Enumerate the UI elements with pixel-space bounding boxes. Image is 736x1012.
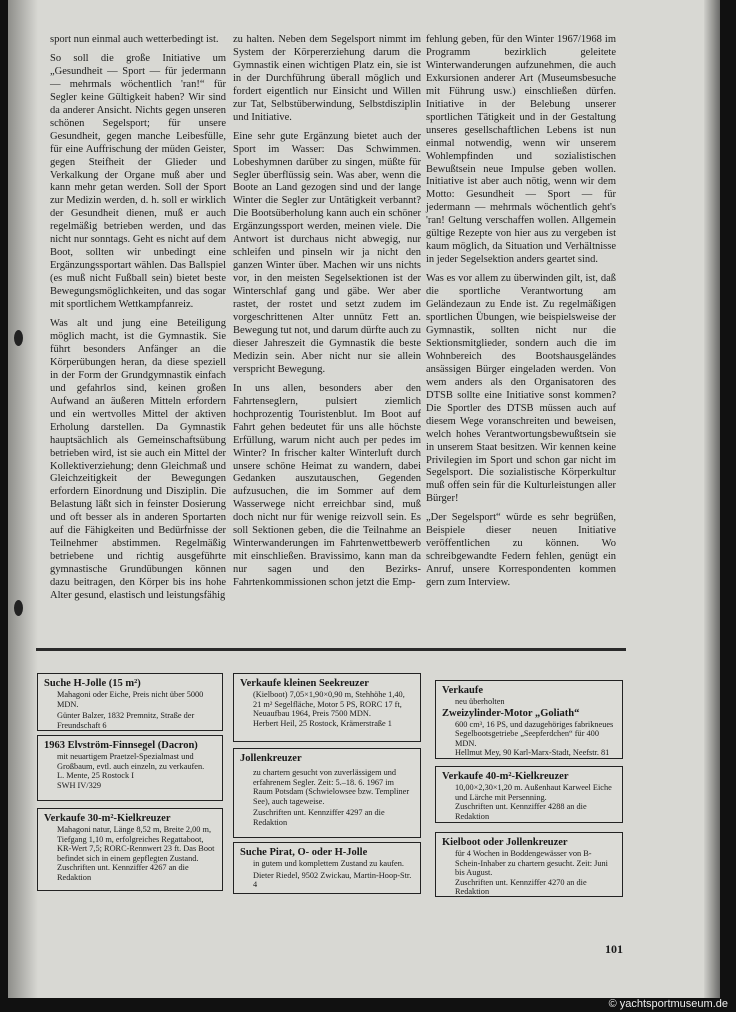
ad-contact: Hellmut Mey, 90 Karl-Marx-Stadt, Neefstr. 81 bbox=[455, 748, 610, 758]
classified-ad bbox=[435, 766, 623, 823]
ad-contact: Zuschriften unt. Kennziffer 4297 an die Redaktion bbox=[253, 808, 385, 827]
ad-body: Mahagoni oder Eiche, Preis nicht über 5000 MDN. bbox=[57, 690, 204, 709]
ad-body: Mahagoni natur, Länge 8,52 m, Breite 2,00 m, Tiefgang 1,10 m, erfolgreiches Regattaboot, KR-Wert 7,5; RORC-Rennwert 23 ft. Das Boot befindet sich in einem gepflegten Zustand. bbox=[57, 825, 215, 863]
paragraph: Was alt und jung eine Beteiligung möglich macht, ist die Gymnastik. Sie führt besonders Anfänger an die Körperübungen heran, da diese speziell in der Form der Grundgymnastik einfach und gefahrlos sind, keinen großen Aufwand an äußeren Mitteln erfordern und ein wertvolles Mittel der aktiven Erholung darstellen. Da Gymnastik hauptsächlich als Gemeinschaftsübung betrieben wird, ist sie auch ein Mittel der Kollektiverziehung; denn Gleichmaß und Gleichzeitigkeit der Bewegungen erfordern Einordnung und Disziplin. Die Belastung läßt sich in feinster Dosierung und oft besser als in anderen Sportarten auf die Fähigkeiten und Bedürfnisse der Teilnehmer abstimmen. Regelmäßig betriebene und richtig ausgeführte gymnastische Grundübungen können dazu beitragen, den Körper bis ins hohe Alter gesund, elastisch und leistungsfähig bbox=[50, 318, 226, 602]
ad-contact: Günter Balzer, 1832 Premnitz, Straße der Freundschaft 6 bbox=[57, 711, 195, 730]
section-divider bbox=[36, 648, 626, 651]
ad-contact: Zuschriften unt. Kennziffer 4270 an die Redaktion bbox=[455, 877, 587, 897]
magazine-page bbox=[8, 0, 720, 998]
paragraph: Eine sehr gute Ergänzung bietet auch der Sport im Wasser: Das Schwimmen. Lobeshymnen darüber zu singen, müßte für Segler überflüssig sein. Was aber, wenn die Boote an Land gezogen sind und der lange Winter die Segler zur Untätigkeit verbannt? Die Bootsüberholung kann auch ein schöner Ergänzungssport werden, meinen viele. Die Antwort ist durchaus nicht abwegig, nur schleifen und pinseln wir ja nicht den ganzen Winter über. Machen wir uns nichts vor, in den meisten Segelsektionen ist der Winterschlaf gang und gäbe. Wer aber rastet, der rostet und setzt zudem im vorgeschrittenen Alter unnütz Fett an. Bewegung tut not, und darum dürfte auch zu dieser Jahreszeit die Gymnastik die beste Medizin sein. Aber nicht nur sie allein verspricht Bewegung. bbox=[233, 130, 421, 375]
punch-hole-icon bbox=[14, 600, 23, 616]
ad-body: 10,00×2,30×1,20 m. Außenhaut Karweel Eiche und Lärche mit Persenning. bbox=[455, 783, 612, 802]
classified-ad bbox=[37, 808, 223, 891]
ad-title: Kielboot oder Jollenkreuzer bbox=[442, 837, 568, 848]
classified-ad bbox=[37, 673, 223, 731]
ad-body: (Kielboot) 7,05×1,90×0,90 m, Stehhöhe 1,40, 21 m² Segelfläche, Motor 5 PS, RORC 17 ft, Neuaufbau 1964, Preis 7500 MDN. bbox=[253, 690, 405, 719]
article-column-3 bbox=[426, 34, 616, 596]
ad-pre: neu überholten bbox=[455, 697, 505, 706]
watermark: © yachtsportmuseum.de bbox=[608, 998, 728, 1010]
ad-code: SWH IV/329 bbox=[57, 780, 102, 790]
ad-body: 600 cm³, 16 PS, und dazugehöriges fabrikneues Segelbootsgetriebe „Seepferdchen“ für 400 MDN. bbox=[455, 719, 614, 748]
paragraph: fehlung geben, für den Winter 1967/1968 im Programm bezirklich geleitete Winterwanderungen aufzunehmen, die auch Exkursionen anderer Art (Museumsbesuche mit Führung usw.) einschließen dürfen. Initiative in der Belebung unserer sportlichen Tätigkeit und in der Gestaltung unseres gesellschaftlichen Lebens ist nun einmal notwendig, wenn wir unserem Wohlempfinden und sozialistischen Bewußtsein neue Impulse geben wollen. Initiative ist aber auch nötig, wenn wir dem Motto: Gesundheit — Sport — für jedermann — mehrmals wöchentlich geht's 'ran! Geltung verschaffen wollen. Allgemein gültige Rezepte von hier aus zu vergeben ist kaum möglich, da Situation und Verhältnisse in jeder Segelsektion anders geartet sind. bbox=[426, 34, 616, 266]
ad-title: Verkaufe 30-m²-Kielkreuzer bbox=[44, 813, 171, 824]
ad-title: Verkaufe bbox=[442, 685, 484, 696]
classified-ad bbox=[233, 842, 421, 894]
ad-contact: Dieter Riedel, 9502 Zwickau, Martin-Hoop-Str. 4 bbox=[253, 870, 412, 890]
page-number: 101 bbox=[605, 942, 623, 956]
ad-subtitle: Zweizylinder-Motor „Goliath“ bbox=[442, 707, 580, 719]
classified-ad bbox=[435, 832, 623, 897]
ad-body: zu chartern gesucht von zuverlässigem und erfahrenem Segler. Zeit: 5.–18. 6. 1967 im Raum Potsdam (Schwielowsee bzw. Templiner See), auch tageweise. bbox=[253, 768, 410, 806]
ad-contact: Zuschriften unt. Kennziffer 4288 an die Redaktion bbox=[455, 802, 587, 821]
ad-title: Verkaufe 40-m²-Kielkreuzer bbox=[442, 771, 569, 782]
ad-body: mit neuartigem Praetzel-Spezialmast und Großbaum, evtl. auch einzeln, zu verkaufen. bbox=[57, 752, 205, 771]
classified-ad bbox=[233, 673, 421, 742]
classified-ad bbox=[37, 735, 223, 801]
paragraph: In uns allen, besonders aber den Fahrtenseglern, pulsiert ziemlich hochprozentig Touristenblut. Im Boot auf Fahrt gehen bedeutet für uns alle höchste Erfüllung, warum nicht auch per pedes im Winter? In frischer kalter Winterluft durch unsere schöne Heimat zu wandern, dabei Gedanken auszutauschen, Gegenden aufzusuchen, die im Sommer auf dem Wasserwege nicht erreichbar sind, muß doch nicht nur für wenige reizvoll sein. Es soll Sektionen geben, die die Teilnahme an Winterwanderungen im Fahrtenwettbewerb mit einschließen. Bravissimo, kann man da nur sagen und den Bezirks-Fahrtenkommissionen schon jetzt die Emp- bbox=[233, 382, 421, 589]
classified-ad bbox=[435, 680, 623, 759]
page-binding-shadow bbox=[8, 0, 38, 998]
page-edge-shadow bbox=[704, 0, 720, 998]
ad-title: Suche H-Jolle (15 m²) bbox=[44, 678, 141, 689]
ad-contact: L. Mente, 25 Rostock I bbox=[57, 771, 134, 781]
article-column-1 bbox=[50, 34, 226, 609]
ad-contact: Herbert Heil, 25 Rostock, Krämerstraße 1 bbox=[253, 718, 392, 728]
ad-contact: Zuschriften unt. Kennziffer 4267 an die Redaktion bbox=[57, 863, 189, 882]
ad-body: für 4 Wochen in Boddengewässer von B-Schein-Inhaber zu chartern gesucht. Zeit: Juni bis August. bbox=[455, 849, 608, 878]
ad-title: Verkaufe kleinen Seekreuzer bbox=[240, 678, 369, 689]
ad-title: Jollenkreuzer bbox=[240, 753, 302, 764]
paragraph: So soll die große Initiative um „Gesundheit — Sport — für jedermann — mehrmals wöchentlich 'ran!“ für Segler keine Gültigkeit haben? Wir sind da anderer Ansicht. Nichts gegen unseren schönen Segelsport; für unsere Gesundheit, gegen manche Leibesfülle, für eine Auffrischung der müden Geister, gegen Steifheit der Glieder und Verkalkung der Organe muß aber und kann mehr getan werden. Soll der Sport zur Medizin werden, d. h. soll er wirklich der Gesundheit dienen, muß er auch regelmäßig betrieben werden, und das nicht nur sonntags. Geht es nicht auf dem Boot, sollten wir unbedingt eine Ergänzungssportart wählen. Das Ballspiel (es muß nicht Fußball sein) bietet beste Bewegungsmöglichkeiten, und das sogar mit sportlichem Wettkampfanreiz. bbox=[50, 52, 226, 311]
ad-body: in gutem und komplettem Zustand zu kaufen. bbox=[253, 859, 404, 868]
classified-ad bbox=[233, 748, 421, 838]
paragraph: sport nun einmal auch wetterbedingt ist. bbox=[50, 34, 219, 45]
article-column-2 bbox=[233, 34, 421, 596]
paragraph: Was es vor allem zu überwinden gilt, ist, daß die sportliche Verantwortung am Geländezaun zu Ende ist. Zu regelmäßigen sportlichen Übungen, wie beispielsweise der Gymnastik, sollten nicht nur die Sektionsmitglieder, sondern auch die im Wohnbereich des Bootshausgeländes ansässigen Bürger eingeladen werden. Von wem anders als den Organisatoren des DTSB sollte eine Initiative sonst kommen? Die Sportler des DTSB müssen auch auf diesem Wege voranschreiten und beweisen, welch hohes Verantwortungsbewußtsein sie in unserem Staat besitzen. Wir kennen keine Privilegien im Sport und schon gar nicht im Segelsport. Die sozialistische Körperkultur muß offen sein für die Kulturleistungen aller Bürger! bbox=[426, 273, 616, 505]
ad-title: Suche Pirat, O- oder H-Jolle bbox=[240, 847, 368, 858]
punch-hole-icon bbox=[14, 330, 23, 346]
paragraph: zu halten. Neben dem Segelsport nimmt im System der Körpererziehung darum die Gymnastik einen wichtigen Platz ein, sie ist in der Durchführung überall möglich und fordert eigentlich nur Einsicht und Willen zur Tat, Selbstüberwindung, Selbstdisziplin und Initiative. bbox=[233, 34, 421, 123]
paragraph: „Der Segelsport“ würde es sehr begrüßen, Beispiele dieser neuen Initiative veröffentlichen zu können. Wo schreibgewandte Federn fehlen, genügt ein Anruf, unsere Korrespondenten kommen gern zum Interview. bbox=[426, 512, 616, 589]
ad-title: 1963 Elvström-Finnsegel (Dacron) bbox=[44, 740, 198, 751]
